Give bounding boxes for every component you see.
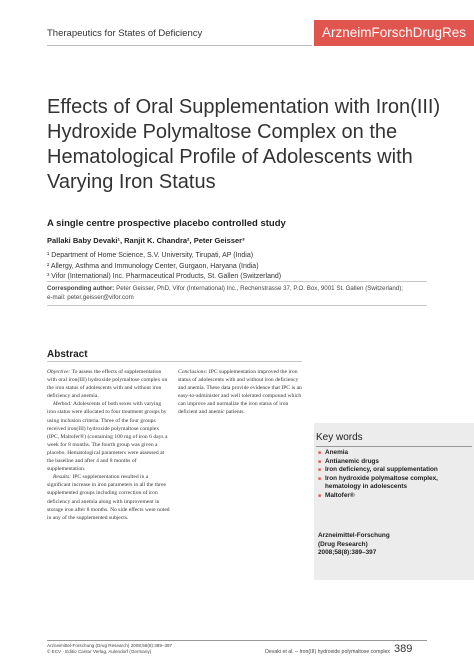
abstract-paragraph [47, 400, 171, 473]
running-header-section: Therapeutics for States of Deficiency [47, 28, 203, 39]
abstract-column-left [47, 368, 171, 522]
abstract-text: To assess the effects of supplementation with oral iron(III) hydroxide polymaltose complex on the iron status of adolescents with and without iron deficiency and anemia. [47, 369, 168, 400]
citation-line: Arzneimittel-Forschung [318, 532, 390, 539]
keyword-item: ■ Iron deficiency, oral supplementation [318, 466, 468, 475]
abstract-lead: Objective: [47, 369, 71, 375]
abstract-text: IPC supplementation resulted in a significant increase in iron parameters in all the three supplemented groups including correction of iron deficiency and anemia along with improvement in storage iron after 8 months. No side effects were noted in any of the supplemented subjects. [47, 474, 170, 521]
keyword-item: ■ Iron hydroxide polymaltose complex, hematology in adolescents [318, 475, 468, 492]
footer-journal-info [47, 643, 172, 655]
abstract-lead: Conclusions: [178, 369, 208, 375]
abstract-paragraph [178, 368, 302, 417]
footer-journal-line: Arzneimittel-Forschung (Drug Research) 2008;58(8):389–397 [47, 643, 173, 648]
corresponding-label: Corresponding author: [47, 285, 115, 292]
abstract-text: Adolescents of both sexes with varying iron status were allocated to four treatment groups by using inclusion criteria. Three of the four groups received iron(III) hydroxide polymaltose complex (IPC, Maltofer®) (containing 100 mg of iron 6 days a week for 8 months. The fourth group was given a placebo. Hematological parameters were assessed at the baseline and after 4 and 8 months of supplementation. [47, 401, 168, 473]
affiliation-list [47, 251, 427, 283]
journal-badge: ArzneimForschDrugRes [314, 20, 474, 46]
citation-line: (Drug Research) [318, 540, 368, 548]
keyword-list [318, 449, 468, 501]
abstract-heading: Abstract [47, 349, 88, 360]
corresponding-email[interactable]: e-mail: peter.geisser@vifor.com [47, 294, 134, 301]
keywords-divider [316, 446, 472, 447]
abstract-lead: Results: [53, 474, 72, 481]
keywords-heading: Key words [316, 432, 363, 443]
author-list: Pallaki Baby Devaki¹, Ranjit K. Chandra², Peter Geisser³ [47, 236, 245, 245]
abstract-text: IPC supplementation improved the iron status of adolescents with and without iron deficiency and anemia. These data provide evidence that IPC is an easy-to-administer and well tolerated compound which can improve and normalize the iron status of iron deficient and anemic patients. [178, 369, 302, 416]
keyword-item: ■ Anemia [318, 449, 468, 458]
keyword-item: ■ Antianemic drugs [318, 458, 468, 467]
abstract-paragraph [47, 368, 171, 400]
abstract-paragraph [47, 473, 171, 522]
affiliation-item: ³ Vifor (International) Inc. Pharmaceutical Products, St. Gallen (Switzerland) [47, 273, 282, 280]
keyword-item: ■ Maltofer® [318, 492, 468, 501]
header-divider [47, 45, 312, 46]
abstract-column-right [178, 368, 302, 417]
citation-line: 2008;58(8):389–397 [318, 549, 377, 557]
affiliation-item: ¹ Department of Home Science, S.V. University, Tirupati, AP (India) [47, 252, 254, 259]
article-subtitle: A single centre prospective placebo controlled study [47, 218, 286, 229]
divider [47, 305, 427, 306]
affiliation-item: ² Allergy, Asthma and Immunology Center, Gurgaon, Haryana (India) [47, 262, 259, 270]
page-number: 389 [394, 643, 413, 655]
footer-running-title: Devaki et al. – Iron(III) hydroxide polymaltose complex [265, 649, 390, 655]
footer-divider [47, 640, 427, 641]
corresponding-address: Peter Geisser, PhD, Vifor (International) Inc., Rechenstrasse 37, P.O. Box, 9001 St. Gallen (Switzerland); [114, 285, 404, 292]
footer-copyright: © ECV · Editio Cantor Verlag, Aulendorf (Germany) [47, 649, 152, 654]
citation-block [318, 532, 468, 558]
abstract-lead: Method: [53, 401, 72, 408]
article-title: Effects of Oral Supplementation with Iron(III) Hydroxide Polymaltose Complex on the Hematological Profile of Adolescents with Varying Iron Status [47, 96, 441, 193]
divider [47, 281, 427, 282]
corresponding-author [47, 284, 427, 302]
abstract-divider [47, 361, 302, 362]
